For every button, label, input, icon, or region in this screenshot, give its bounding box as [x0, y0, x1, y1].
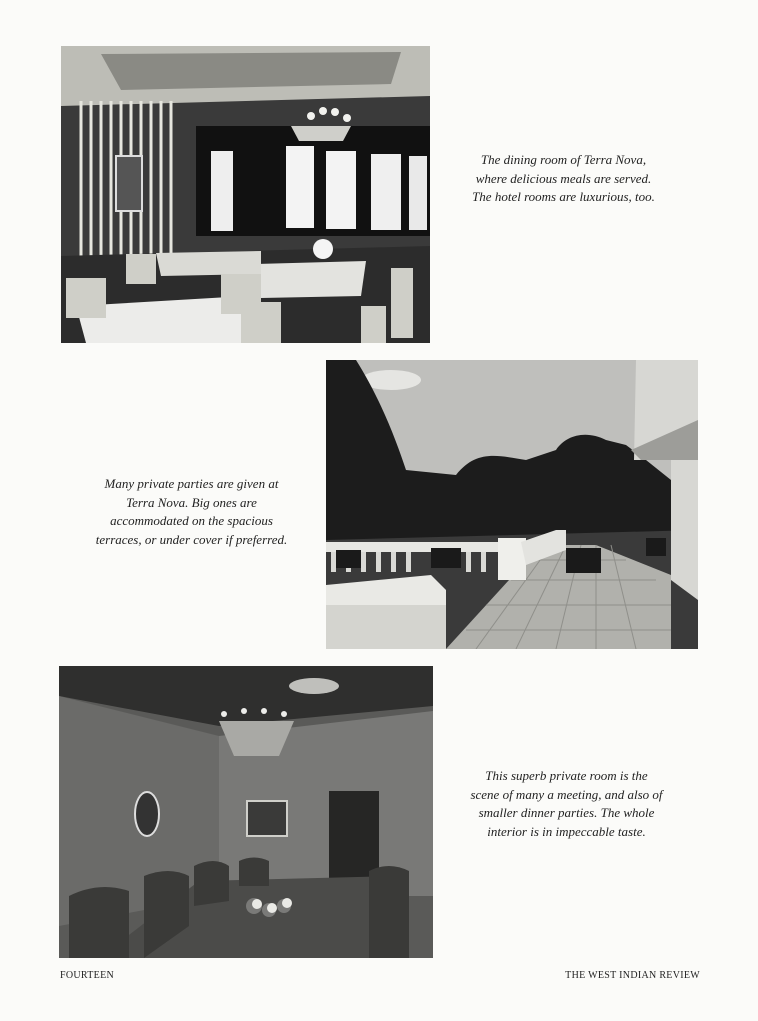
- terrace-caption: Many private parties are given at Terra Nova. Big ones are accommodated on the spacious terraces, or under cover if preferred.: [95, 476, 288, 547]
- dining-room-photo: [61, 46, 430, 343]
- private-room-caption: This superb private room is the scene of many a meeting, and also of smaller dinner parties. The whole interior is in impeccable taste.: [470, 768, 663, 839]
- dining-room-caption: The dining room of Terra Nova, where delicious meals are served. The hotel rooms are luxurious, too.: [472, 152, 655, 204]
- private-room-photo: [59, 666, 433, 958]
- page-number: FOURTEEN: [60, 970, 115, 981]
- publication-name: THE WEST INDIAN REVIEW: [565, 970, 700, 981]
- terrace-photo: [326, 360, 698, 649]
